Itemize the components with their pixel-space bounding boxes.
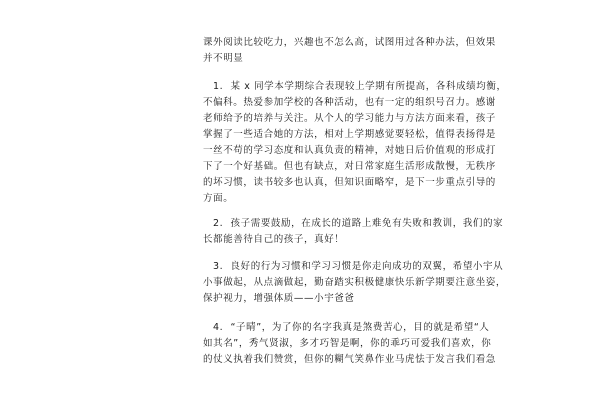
item-2-line-1 bbox=[213, 218, 503, 230]
item-1-line-5: 一丝不苟的学习态度和认真负责的精神，对她日后价值观的形成打 bbox=[203, 145, 496, 156]
item-2-text: 孩子需要鼓励，在成长的道路上难免有失败和教训，我们的家 bbox=[230, 218, 504, 229]
item-4-line-1 bbox=[213, 322, 489, 334]
item-4-line-2: 如其名”，秀气贤淑，多才巧智是啊，你的乖巧可爱我们喜欢，你 bbox=[203, 338, 492, 349]
item-2-line-2: 长都能善待自己的孩子，真好！ bbox=[203, 234, 345, 245]
item-3-line-1 bbox=[213, 261, 503, 273]
item-3-line-2: 小事做起，从点滴做起，勤奋踏实积极健康快乐新学期要注意坐姿， bbox=[203, 277, 507, 288]
item-2-number: 2. bbox=[213, 218, 224, 229]
item-1-line-4: 掌握了一些适合她的方法，相对上学期感觉要轻松，值得表扬得是 bbox=[203, 129, 496, 140]
item-3-line-3: 保护视力，增强体质——小宇爸爸 bbox=[203, 293, 355, 304]
item-4-text: “子晴”，为了你的名字我真是煞费苦心，目的就是希望“人 bbox=[230, 322, 490, 333]
item-1-number: 1. bbox=[213, 81, 224, 92]
item-1-line-6: 下了一个好基础。但也有缺点，对日常家庭生活形成散慢，无秩序 bbox=[203, 161, 496, 172]
item-1-line-1 bbox=[213, 81, 507, 93]
intro-line-1: 课外阅读比较吃力，兴趣也不怎么高，试图用过各种办法，但效果 bbox=[203, 37, 496, 48]
item-1-line-8: 方面。 bbox=[203, 193, 234, 204]
intro-line-2: 并不明显 bbox=[203, 53, 244, 64]
item-1-line-7: 的坏习惯，读书较多也认真，但知识面略窄，是下一步重点引导的 bbox=[203, 177, 496, 188]
item-1-line-2: 不偏科。热爱参加学校的各种活动，也有一定的组织号召力。感谢 bbox=[203, 97, 496, 108]
item-1-line-3: 老师给予的培养与关注。从个人的学习能力与方法方面来看，孩子 bbox=[203, 113, 496, 124]
item-1-text: 某 x 同学本学期综合表现较上学期有所提高，各科成绩均衡， bbox=[230, 81, 507, 92]
item-3-text: 良好的行为习惯和学习习惯是你走向成功的双翼，希望小宇从 bbox=[230, 261, 504, 272]
item-4-line-3: 的仗义执着我们赞赏，但你的糊气笑鼻作业马虎怯于发言我们看急 bbox=[203, 354, 496, 365]
item-3-number: 3. bbox=[213, 261, 224, 272]
item-4-number: 4. bbox=[213, 322, 224, 333]
